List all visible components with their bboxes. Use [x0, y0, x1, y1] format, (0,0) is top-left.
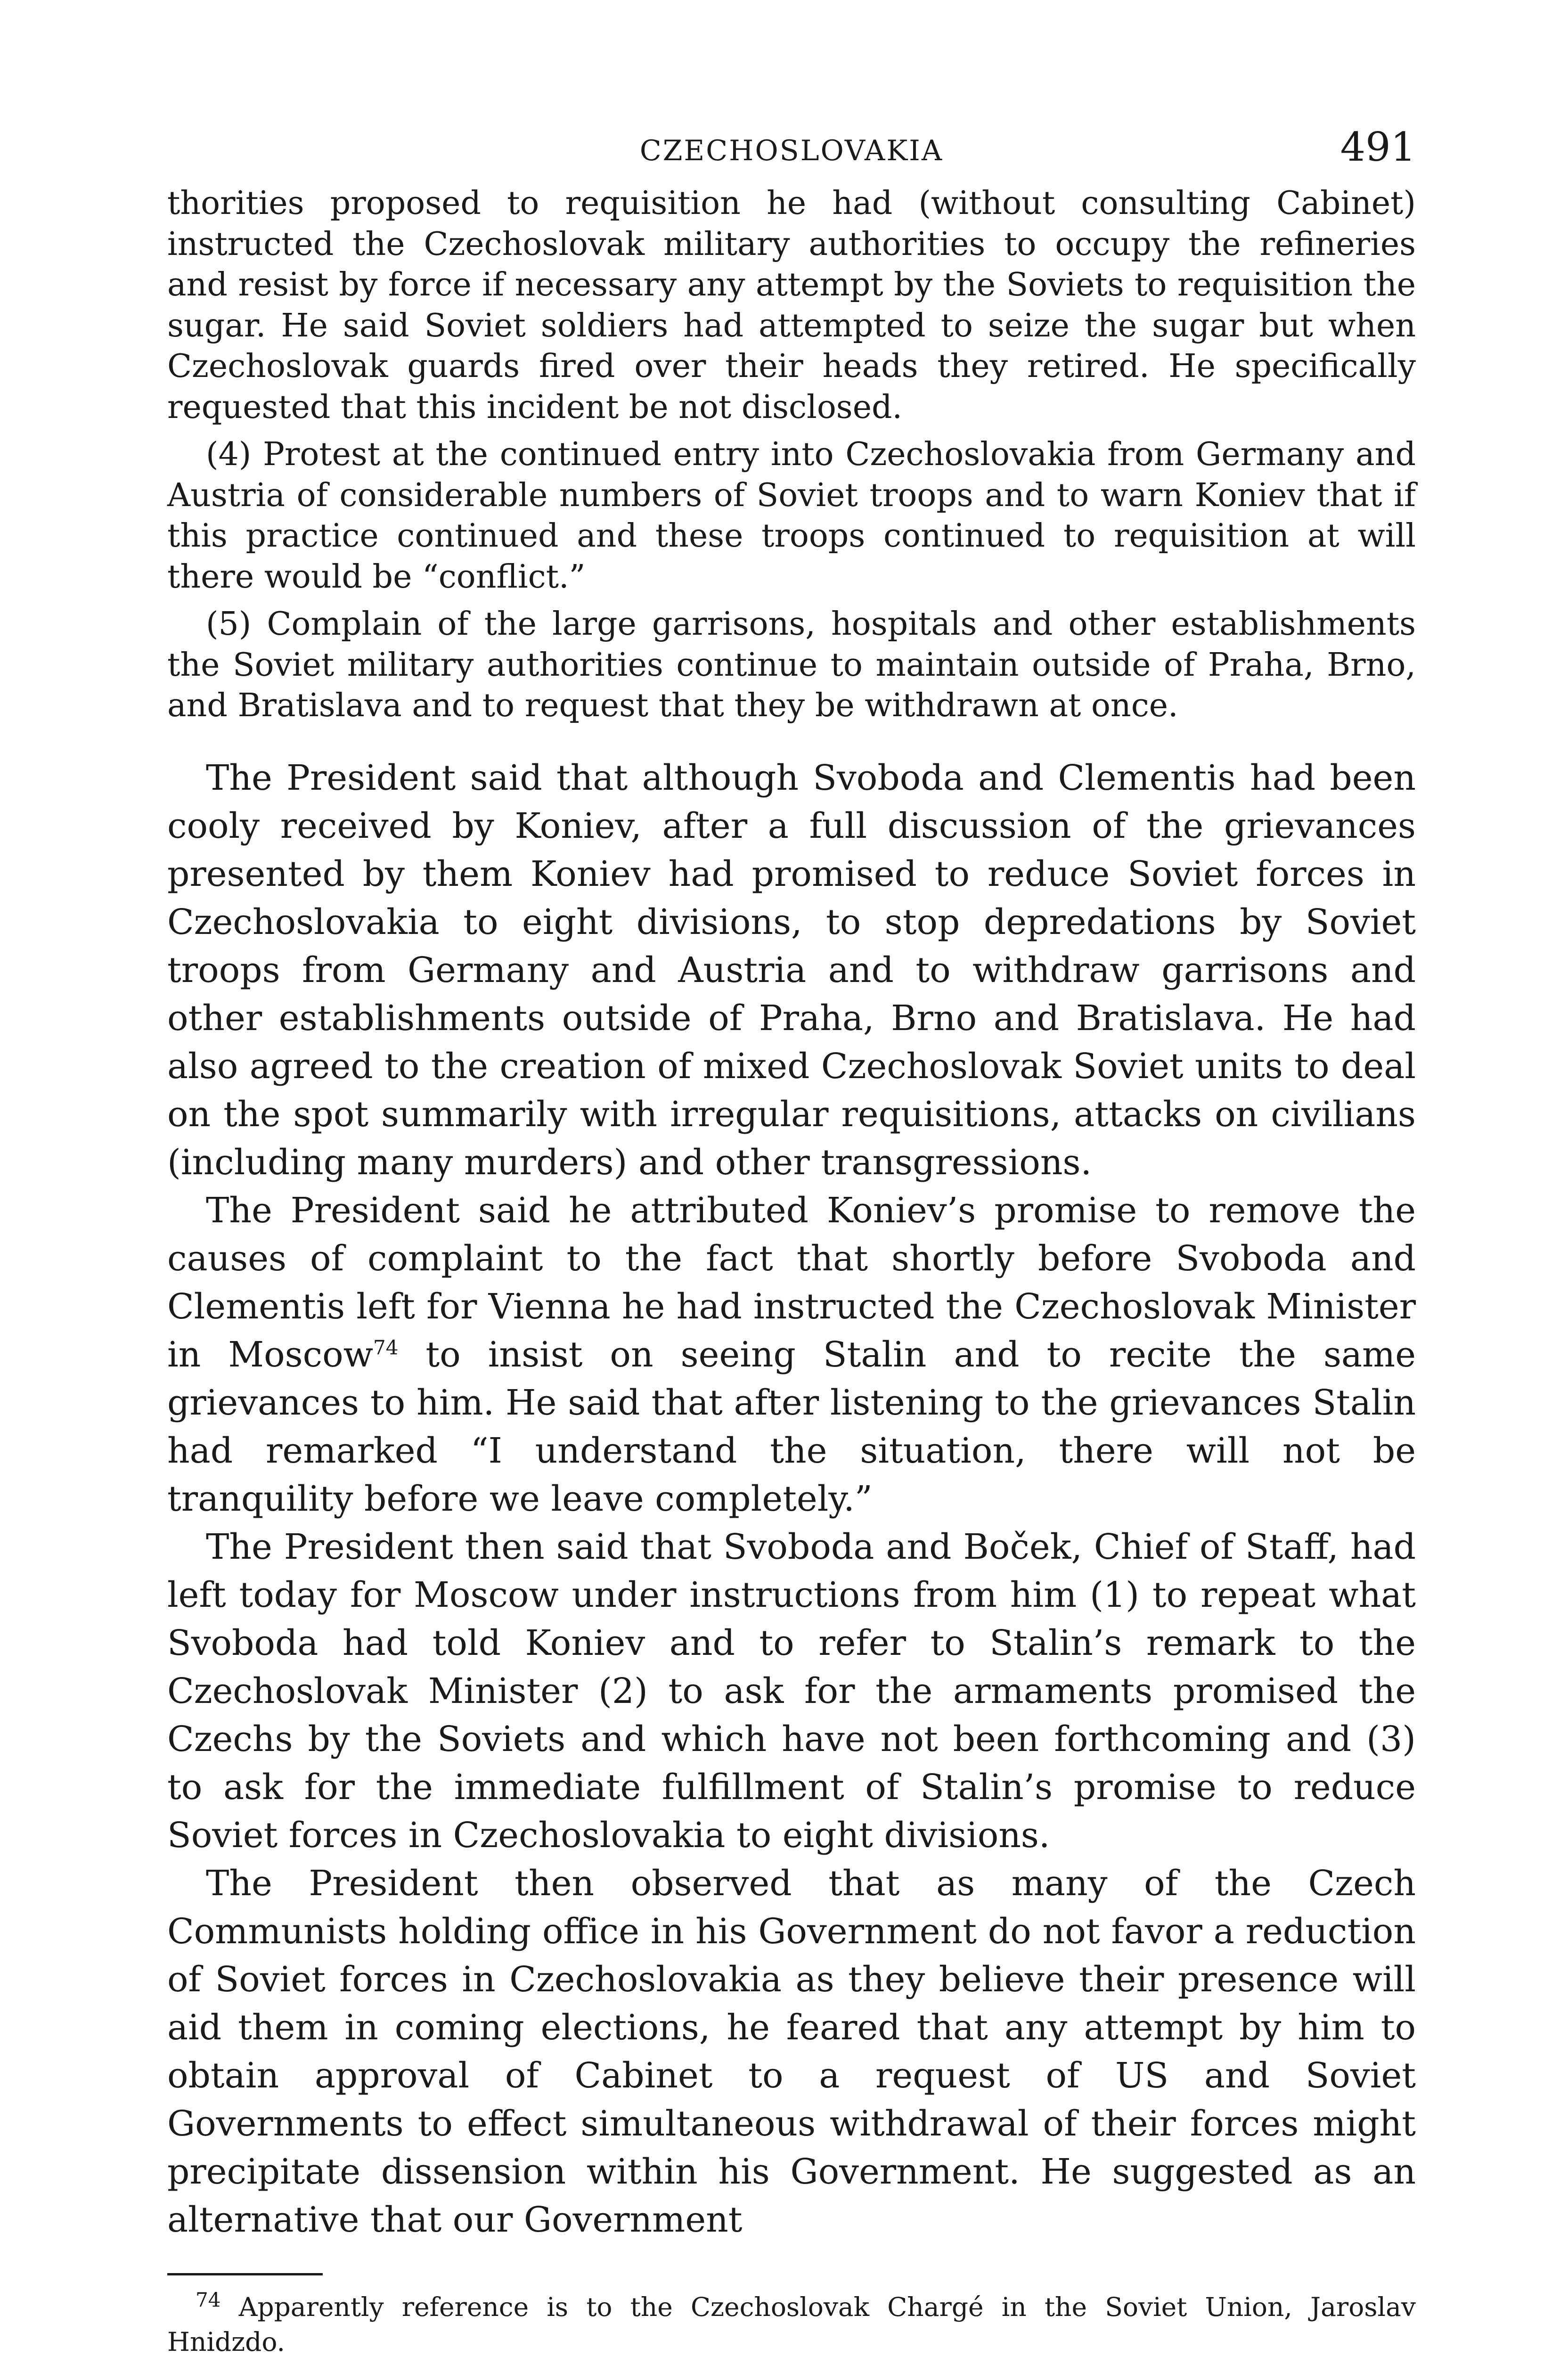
footnote-reference: 74	[373, 1335, 399, 1359]
footnote-divider	[167, 2273, 323, 2275]
paragraph-communists: The President then observed that as many of the Czech Communists holding office in his Government do not favor a reduction of Soviet forces in Czechoslovakia as they believe their presence will aid them in coming elections, he feared that any attempt by him to obtain approval of Cabinet to a request of US and Soviet Governments to effect simultaneous withdrawal of their forces might precipitate dissension within his Government. He suggested as an alternative that our Government	[167, 1863, 1416, 2240]
footnote-text: Apparently reference is to the Czechoslovak Chargé in the Soviet Union, Jaroslav Hnidzdo.	[167, 2291, 1416, 2356]
footnote	[167, 2290, 1416, 2356]
running-head	[167, 120, 1416, 177]
paragraph-text-before-note: The President said he attributed Koniev’s promise to remove the causes of complaint to the fact that shortly before Svoboda and Clementis left for Vienna he had instructed the Czechoslovak Minister in Moscow	[167, 1190, 1416, 1375]
continuation-paragraph: thorities proposed to requisition he had (without consulting Cabinet) instructed the Czechoslovak military authorities to occupy the refineries and resist by force if necessary any attempt by the Soviets to requisition the sugar. He said Soviet soldiers had attempted to seize the sugar but when Czechoslovak guards fired over their heads they retired. He specifically requested that this incident be not disclosed.	[167, 185, 1416, 426]
running-title: CZECHOSLOVAKIA	[639, 134, 944, 167]
document-page	[167, 120, 1416, 2356]
list-item-5: (5) Complain of the large garrisons, hospitals and other establishments the Soviet military authorities continue to maintain outside of Praha, Brno, and Bratislava and to request that they be withdrawn at once.	[167, 605, 1416, 724]
paragraph-moscow-mission: The President then said that Svoboda and Boček, Chief of Staff, had left today for Moscow under instructions from him (1) to repeat what Svoboda had told Koniev and to refer to Stalin’s remark to the Czechoslovak Minister (2) to ask for the armaments promised the Czechs by the Soviets and which have not been forthcoming and (3) to ask for the immediate fulfillment of Stalin’s promise to reduce Soviet forces in Czechoslovakia to eight divisions.	[167, 1526, 1416, 1856]
list-item-4: (4) Protest at the continued entry into Czechoslovakia from Germany and Austria of considerable numbers of Soviet troops and to warn Koniev that if this practice continued and these troops continued to requisition at will there would be “conflict.”	[167, 436, 1416, 596]
paragraph-stalin-remark	[167, 1186, 1416, 1523]
paragraph-text-after-note: to insist on seeing Stalin and to recite the same grievances to him. He said that after listening to the grievances Stalin had remarked “I understand the situation, there will not be tranquility before we leave completely.”	[167, 1334, 1416, 1519]
footnote-number: 74	[196, 2288, 221, 2312]
paragraph-koniev-promise: The President said that although Svoboda and Clementis had been cooly received by Koniev, after a full discussion of the grievances presented by them Koniev had promised to reduce Soviet forces in Czechoslovakia to eight divisions, to stop depredations by Soviet troops from Germany and Austria and to withdraw garrisons and other establishments outside of Praha, Brno and Bratislava. He had also agreed to the creation of mixed Czechoslovak Soviet units to deal on the spot summarily with irregular requisitions, attacks on civilians (including many murders) and other transgressions.	[167, 757, 1416, 1183]
page-number: 491	[1340, 124, 1416, 170]
